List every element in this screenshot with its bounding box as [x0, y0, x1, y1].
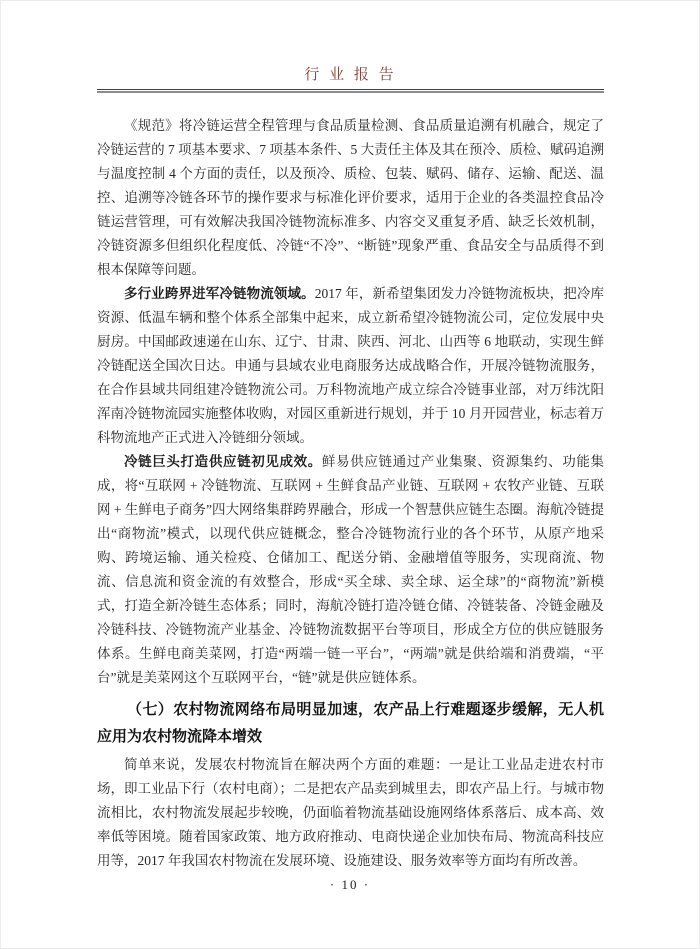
page-footer	[1, 876, 699, 894]
paragraph-standards	[97, 114, 604, 282]
page-number: · 10 ·	[329, 877, 371, 892]
paragraph-supply-chain-giants	[97, 450, 604, 690]
paragraph-text: 《规范》将冷链运营全程管理与食品质量检测、食品质量追溯有机融合，规定了冷链运营的 7 项基本要求、7 项基本条件、5 大责任主体及其在预冷、质检、赋码追溯与温度控制 4 个方面的责任，以及预冷、质检、包装、赋码、储存、运输、配送、温控、追溯等冷链各环节的操作要求与标准化评价要求，适用于企业的各类温控食品冷链运营管理，可有效解决我国冷链物流标准多、内容交叉重复矛盾、缺乏长效机制，冷链资源多但组织化程度低、冷链“不冷”、“断链”现象严重、食品安全与品质得不到根本保障等问题。	[97, 118, 604, 277]
section-heading: （七）农村物流网络布局明显加速，农产品上行难题逐步缓解，无人机应用为农村物流降本增效	[97, 701, 604, 745]
paragraph-text: 简单来说，发展农村物流旨在解决两个方面的难题：一是让工业品走进农村市场，即工业品下行（农村电商）；二是把农产品卖到城里去，即农产品上行。与城市物流相比，农村物流发展起步较晚，仍面临着物流基础设施网络体系落后、成本高、效率低等困境。随着国家政策、地方政府推动、电商快递企业加快布局、物流高科技应用等，2017 年我国农村物流在发展环境、设施建设、服务效率等方面均有所改善。	[97, 757, 604, 868]
paragraph-bold-lead: 多行业跨界进军冷链物流领域。	[124, 286, 315, 301]
header-rule-bottom-line	[97, 91, 604, 93]
paragraph-text: 鲜易供应链通过产业集聚、资源集约、功能集成，将“互联网 + 冷链物流、互联网 + 生鲜食品产业链、互联网 + 农牧产业链、互联网 + 生鲜电子商务”四大网络集群跨界融合，形成一个智慧供应链生态圈。海航冷链提出“商物流”模式，以现代供应链概念，整合冷链物流行业的各个环节，从原产地采购、跨境运输、通关检疫、仓储加工、配送分销、金融增值等服务，实现商流、物流、信息流和资金流的有效整合，形成“买全球、卖全球、运全球”的“商物流”新模式，打造全新冷链生态体系；同时，海航冷链打造冷链仓储、冷链装备、冷链金融及冷链科技、冷链物流产业基金、冷链物流数据平台等项目，形成全方位的供应链服务体系。生鲜电商美菜网，打造“两端一链一平台”，“两端”就是供给端和消费端，“平台”就是美菜网这个互联网平台，“链”就是供应链体系。	[97, 454, 605, 685]
paragraph-bold-lead: 冷链巨头打造供应链初见成效。	[124, 454, 322, 469]
page-body	[97, 114, 604, 873]
running-head-title: 行 业 报 告	[304, 67, 397, 83]
paragraph-cross-industry	[97, 282, 604, 450]
header-rule-top-line	[97, 89, 604, 90]
header-rule	[97, 89, 604, 93]
paragraph-text: 2017 年，新希望集团发力冷链物流板块，把冷库资源、低温车辆和整个体系全部集中起来，成立新希望冷链物流公司，定位发展中央厨房。中国邮政速递在山东、辽宁、甘肃、陕西、河北、山西等 6 地联动，实现生鲜冷链配送全国次日达。申通与县域农业电商服务达成战略合作，开展冷链物流服务，在合作县域共同组建冷链物流公司。万科物流地产成立综合冷链事业部，对万纬沈阳浑南冷链物流园实施整体收购，对园区重新进行规划，并于 10 月开园营业，标志着万科物流地产正式进入冷链细分领域。	[97, 286, 604, 445]
paragraph-rural-logistics	[97, 753, 604, 873]
page-header	[97, 63, 604, 93]
